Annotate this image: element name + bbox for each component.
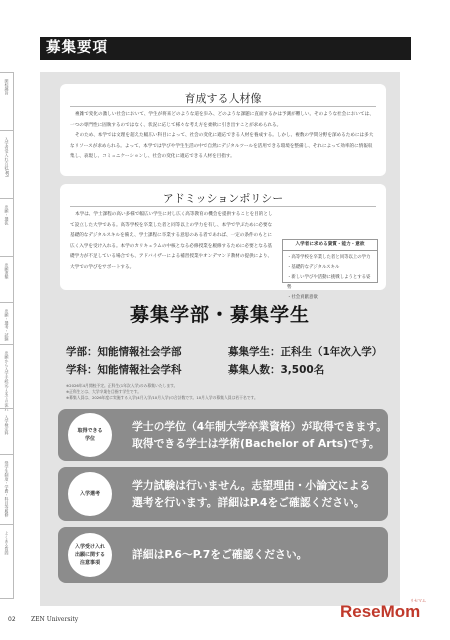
department-label: 学科：知能情報社会学科: [66, 364, 182, 376]
notice-label-circle: [68, 533, 112, 577]
side-tab[interactable]: [0, 198, 14, 257]
degree-label-line: 学位: [84, 436, 95, 442]
resemom-logo: ReseMom: [340, 602, 421, 621]
admission-policy-title: アドミッションポリシー: [162, 192, 284, 205]
side-tab-label: 出願・選抜: [4, 205, 10, 225]
talent-paragraph-2: そのため、本学では文理を超えた幅広い科目によって、社会の変化に適応できる人材を養成する。しかし、複数の学問分野を深めるためには多大なリソースが求められる。よって、本学では学びや学生生活の中で自然にデジタルツールを活用できる環境を整備し、それによって効率的に情報収集し、表現し、コミュニケーションし、社会の変化に適応できる人材を目指す。: [70, 133, 374, 159]
requirements-box: [282, 239, 378, 300]
side-tab[interactable]: [0, 344, 14, 409]
notice-label-line: 注意事項: [79, 560, 100, 566]
side-tab[interactable]: [0, 408, 14, 455]
selection-text-line: 学力試験は行いません。志望理由・小論文による: [132, 479, 371, 492]
requirement-item: ・高等学校を卒業した者と同等以上の学力: [287, 255, 371, 260]
notice-band: [58, 527, 388, 583]
degree-text-line: 取得できる学士は学術(Bachelor of Arts)です。: [132, 437, 380, 450]
selection-label-line: 入学選考: [79, 491, 100, 497]
talent-title: 育成する人材像: [184, 92, 262, 105]
requirements-list: [287, 253, 374, 303]
side-tab-label: 出願書類: [4, 263, 10, 279]
side-tab-label: 出願から入学手続完了までの流れ: [4, 351, 10, 411]
side-tab[interactable]: [0, 454, 14, 525]
capacity-label: 募集人数：3,500名: [228, 364, 325, 376]
side-tab-label: 出願・選考・試験: [4, 309, 10, 341]
requirement-item: ・社会貢献意欲: [287, 295, 318, 300]
side-tab[interactable]: [0, 256, 14, 303]
degree-band: [58, 409, 388, 461]
notice-text-line: 詳細はP.6〜P.7をご確認ください。: [132, 548, 308, 561]
resemom-logo-ruby: リセマム: [410, 598, 426, 603]
talent-paragraph-1: 複雑で変化の激しい社会において、学生が将来どのような道を歩み、どのような課題に直面するかは予測が難しい。そのような社会においては、一つの専門性に固執するのではなく、状況に応じて様々な考え方を柔軟に引き出すことが求められる。: [70, 112, 374, 128]
side-tab-label: 入学検定料: [4, 415, 10, 435]
selection-band: [58, 467, 388, 521]
recruitment-note: ※2026年4月開校予定。正科生(1年次入学)のみ募集いたします。: [66, 383, 178, 388]
side-tab-strip: [0, 72, 14, 597]
admission-policy-paragraph: 本学は、学士課程の高い多様で幅広い学生に対し広く高等教育の機会を提供することを目的として設立した大学である。高等学校を卒業した者と同等以上の学力を有し、本学で学ぶために必要な基礎的なデジタルスキルを備え、学士課程に卒業する意思のある者であれば、一定の条件のもとに広く入学を受け入れる。本学のカリキュラムの中核となる必修授業を履修するために必要となる基礎学力が不足している場合でも、アドバイザーによる補習授業やオンデマンド教材の提供により、大学での学びをサポートする。: [70, 212, 273, 270]
degree-text-line: 学士の学位（4年制大学卒業資格）が取得できます。: [132, 420, 387, 433]
recruitment-note: ※正科生とは、大学卒業を目指す学生です。: [66, 389, 142, 394]
side-tab[interactable]: [0, 72, 14, 131]
page-title: 募集要項: [40, 37, 411, 60]
degree-label-circle: [68, 413, 112, 457]
page-number: 02: [8, 616, 16, 623]
requirement-item: ・新しい学びや活動に挑戦しようとする姿勢: [287, 275, 371, 290]
divider: [70, 206, 376, 207]
notice-label-line: 出願に関する: [74, 552, 105, 558]
recruitment-note: ※募集人員は、2026年度に実施する入学(4月入学/10月入学)の合計数です。10月入学の募集人員は若干名です。: [66, 395, 258, 400]
side-tab[interactable]: [0, 302, 14, 345]
university-name: ZEN University: [31, 616, 79, 623]
degree-label-line: 取得できる: [77, 428, 103, 434]
side-tab[interactable]: [0, 524, 14, 599]
selection-text: [132, 477, 370, 511]
talent-card: [60, 84, 386, 176]
recruitment-title: 募集学部・募集学生: [129, 304, 310, 326]
side-tab[interactable]: [0, 130, 14, 199]
notice-text: [132, 546, 307, 563]
side-tab-label: 入学者受入れ方針(AP): [4, 137, 10, 178]
selection-text-line: 選考を行います。詳細はP.4をご確認ください。: [132, 496, 365, 509]
side-tab-label: 奨学生制度・学費・科目等履修: [4, 461, 10, 517]
notice-label-line: 入学受け入れ: [74, 544, 105, 550]
degree-text: [132, 418, 387, 452]
requirements-heading: 入学者に求める資質・能力・意欲: [283, 240, 377, 251]
side-tab-label: 開校趣旨: [4, 79, 10, 95]
requirement-item: ・基礎的なデジタルスキル: [287, 265, 340, 270]
student-type-label: 募集学生：正科生（1年次入学）: [228, 346, 383, 358]
admission-policy-card: [60, 184, 386, 300]
side-tab-label: よくある質問: [4, 531, 10, 555]
talent-paragraph: [70, 110, 376, 163]
faculty-label: 学部：知能情報社会学部: [66, 346, 182, 358]
selection-label-circle: [68, 472, 112, 516]
divider: [70, 106, 376, 107]
